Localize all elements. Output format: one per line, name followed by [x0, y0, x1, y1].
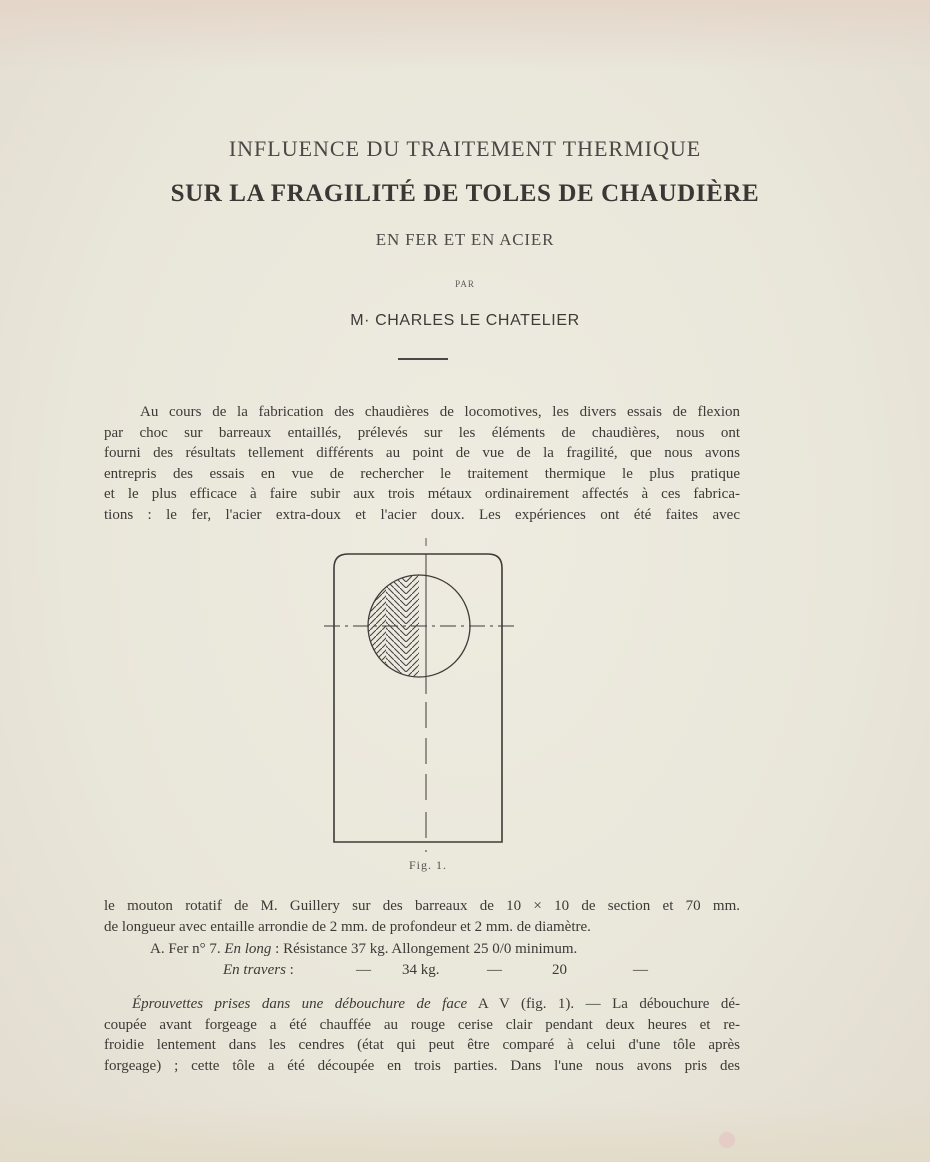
lead-rest: A V (fig. 1). — La débouchure dé-	[477, 996, 740, 1012]
title-line-3: EN FER ET EN ACIER	[375, 230, 555, 249]
text-line: le mouton rotatif de M. Guillery sur des barreaux de 10 × 10 de section et 70 mm.	[104, 898, 740, 914]
specimen-label: A. Fer n° 7.	[150, 941, 221, 957]
figure-caption: Fig. 1.	[408, 858, 447, 872]
result-values: : Résistance 37 kg. Allongement 25 0/0 minimum.	[275, 941, 578, 957]
figure-1-diagram	[322, 534, 522, 854]
ditto-dash: —	[356, 962, 371, 978]
text-line: Au cours de la fabrication des chaudières de locomotives, les divers essais de flexion	[140, 404, 740, 420]
elongation-value: 20	[552, 962, 567, 978]
bottom-discoloration	[0, 1100, 930, 1162]
text-line: par choc sur barreaux entaillés, prélevés sur les éléments de chaudières, nous ont	[104, 424, 740, 441]
result-row-en-long	[150, 941, 577, 958]
text-line: forgeage) ; cette tôle a été découpée en trois parties. Dans l'une nous avons pris des	[104, 1057, 740, 1074]
resistance-value: 34 kg.	[402, 962, 440, 978]
title-line-1: INFLUENCE DU TRAITEMENT THERMIQUE	[228, 136, 702, 161]
result-row-en-travers	[223, 962, 294, 979]
text-line: et le plus efficace à faire subir aux trois métaux ordinairement affectés à ces fabrica-	[104, 486, 740, 503]
text-line: froidie lentement dans les cendres (état qui peut être comparé à celui d'une tôle après	[104, 1037, 740, 1054]
text-line: entrepris des essais en vue de rechercher le traitement thermique le plus pratique	[104, 465, 740, 482]
byline-par: PAR	[455, 279, 475, 289]
paragraph-specimens	[104, 994, 740, 1076]
italic-lead: Éprouvettes prises dans une débouchure de face	[132, 996, 468, 1012]
ditto-dash: —	[633, 962, 648, 978]
title-divider	[398, 358, 448, 360]
text-line: coupée avant forgeage a été chauffée au rouge cerise clair pendant deux heures et re-	[104, 1016, 740, 1033]
paper-stain	[719, 1132, 735, 1148]
direction-label: En travers	[223, 962, 286, 978]
ditto-dash: —	[487, 962, 502, 978]
paragraph-method	[104, 896, 740, 937]
text-line: tions : le fer, l'acier extra-doux et l'acier doux. Les expériences ont été faites avec	[104, 506, 740, 523]
direction-label: En long	[224, 941, 272, 957]
paragraph-intro	[104, 402, 740, 526]
top-discoloration	[0, 0, 930, 70]
author-name: M· CHARLES LE CHATELIER	[350, 312, 580, 329]
title-line-2: SUR LA FRAGILITÉ DE TOLES DE CHAUDIÈRE	[170, 180, 760, 207]
colon: :	[289, 962, 294, 978]
text-line: fourni des résultats tellement différents au point de vue de la fragilité, que nous avons	[104, 445, 740, 462]
text-line	[104, 994, 740, 1015]
text-line: de longueur avec entaille arrondie de 2 mm. de profondeur et 2 mm. de diamètre.	[104, 918, 591, 935]
